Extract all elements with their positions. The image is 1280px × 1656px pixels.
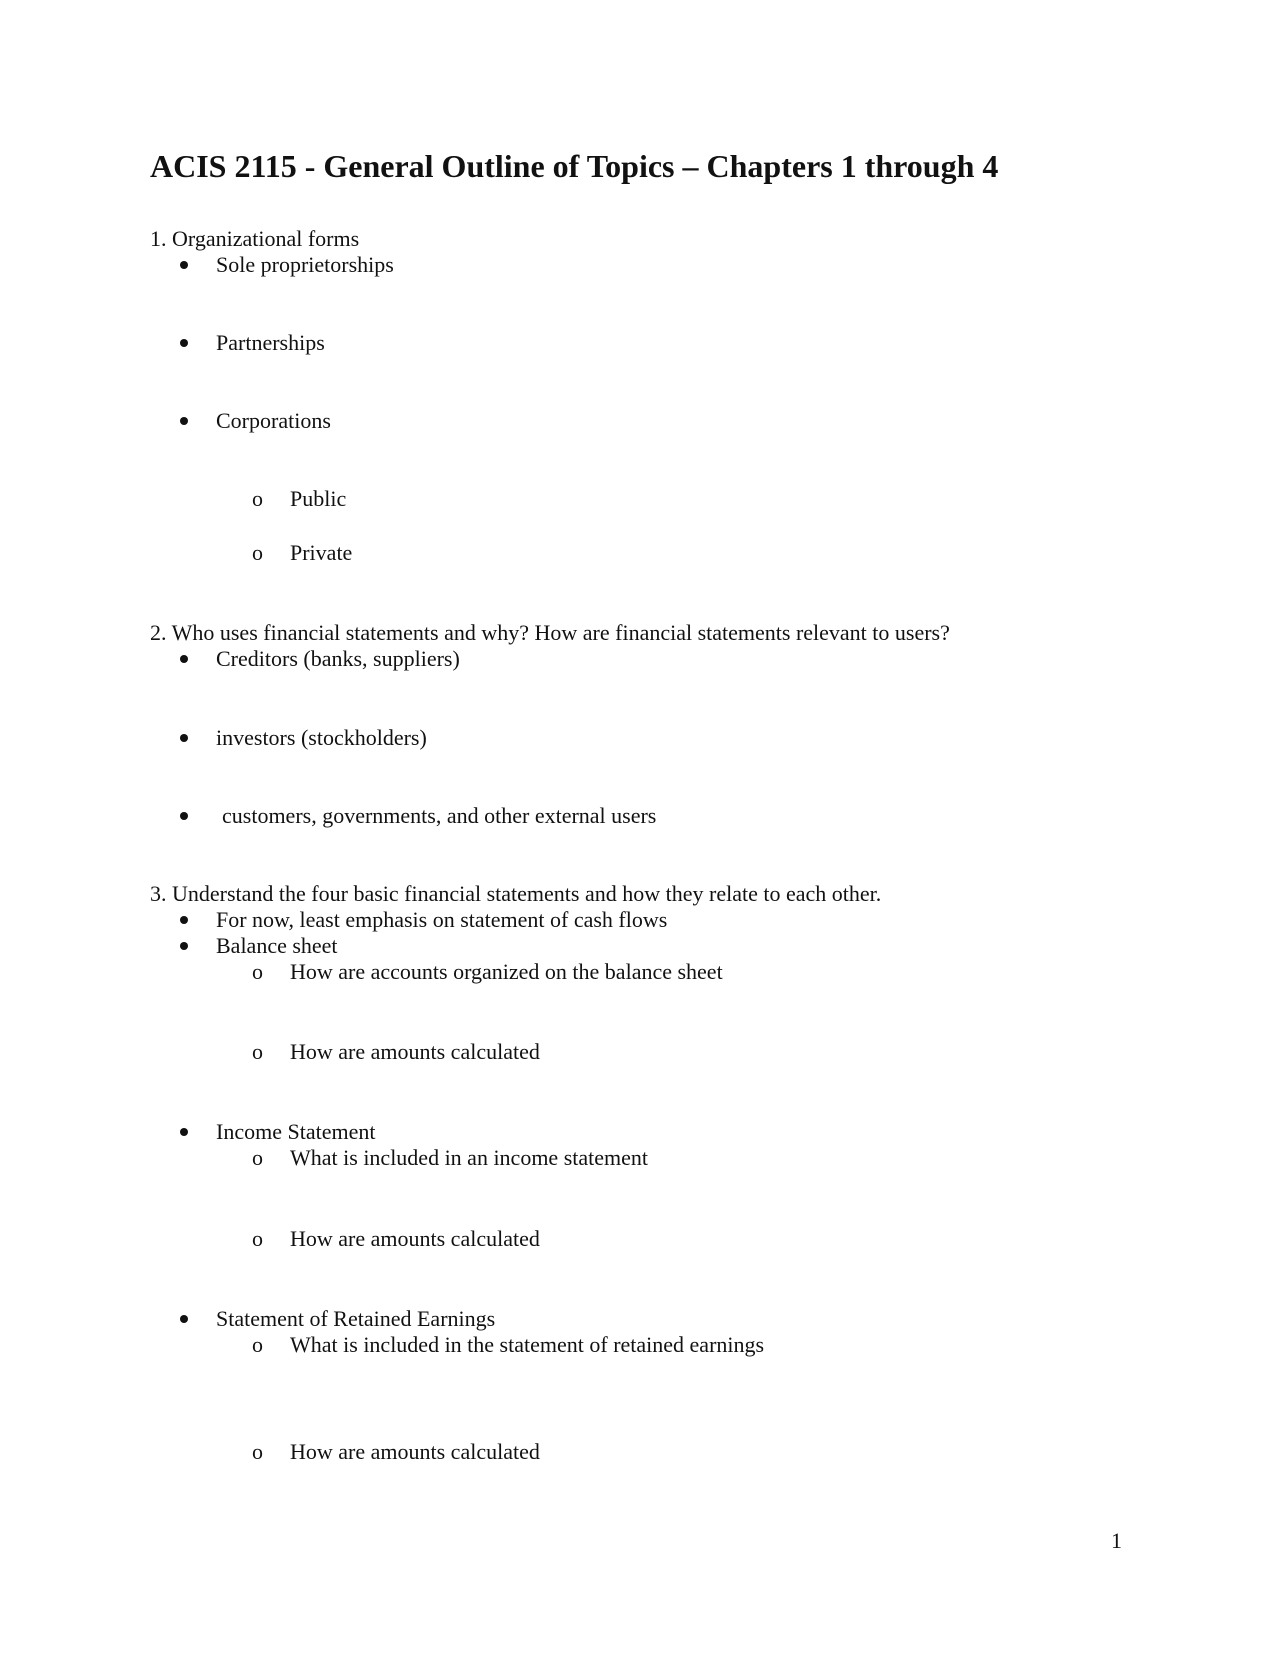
sub-list-item: Public — [290, 486, 347, 511]
circle-bullet-icon: o — [252, 1226, 263, 1251]
section-heading: 2. Who uses financial statements and why? How are financial statements relevant to users? — [150, 620, 950, 645]
sub-list-item: How are accounts organized on the balance sheet — [290, 959, 723, 984]
bullet-icon — [180, 1128, 188, 1136]
circle-bullet-icon: o — [252, 1439, 263, 1464]
list-item: For now, least emphasis on statement of cash flows — [216, 907, 668, 932]
circle-bullet-icon: o — [252, 1332, 263, 1357]
page-title: ACIS 2115 - General Outline of Topics – Chapters 1 through 4 — [150, 148, 999, 184]
sub-list-item: How are amounts calculated — [290, 1226, 540, 1251]
page-number: 1 — [1111, 1528, 1122, 1553]
circle-bullet-icon: o — [252, 540, 263, 565]
bullet-icon — [180, 339, 188, 347]
bullet-icon — [180, 261, 188, 269]
section-heading: 3. Understand the four basic financial statements and how they relate to each other. — [150, 881, 882, 906]
bullet-icon — [180, 812, 188, 820]
sub-list-item: How are amounts calculated — [290, 1039, 540, 1064]
list-item: Sole proprietorships — [216, 252, 394, 277]
bullet-icon — [180, 417, 188, 425]
circle-bullet-icon: o — [252, 486, 263, 511]
circle-bullet-icon: o — [252, 1145, 263, 1170]
sub-list-item: What is included in an income statement — [290, 1145, 649, 1170]
list-item: Income Statement — [216, 1119, 376, 1144]
list-item: Corporations — [216, 408, 331, 433]
bullet-icon — [180, 1315, 188, 1323]
section-heading: 1. Organizational forms — [150, 226, 360, 251]
sub-list-item: What is included in the statement of retained earnings — [290, 1332, 765, 1357]
bullet-icon — [180, 916, 188, 924]
bullet-icon — [180, 734, 188, 742]
list-item: Statement of Retained Earnings — [216, 1306, 496, 1331]
circle-bullet-icon: o — [252, 959, 263, 984]
circle-bullet-icon: o — [252, 1039, 263, 1064]
bullet-icon — [180, 942, 188, 950]
sub-list-item: How are amounts calculated — [290, 1439, 540, 1464]
list-item: investors (stockholders) — [216, 725, 427, 750]
list-item: Creditors (banks, suppliers) — [216, 646, 460, 671]
list-item: Balance sheet — [216, 933, 338, 958]
list-item: Partnerships — [216, 330, 325, 355]
list-item: customers, governments, and other external users — [222, 803, 657, 828]
bullet-icon — [180, 655, 188, 663]
sub-list-item: Private — [290, 540, 353, 565]
